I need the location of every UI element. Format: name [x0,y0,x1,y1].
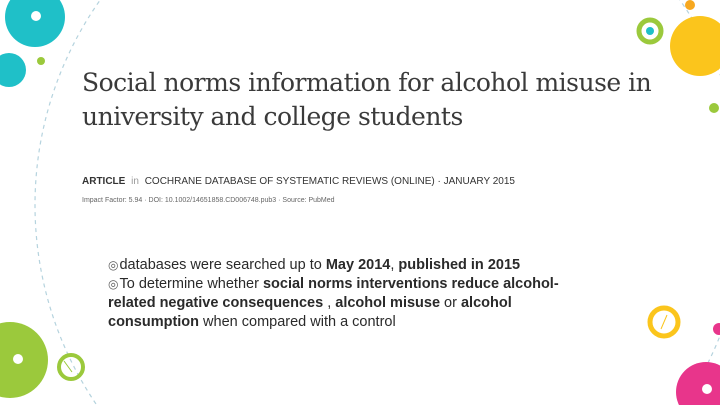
bullet-text: To determine whether [119,276,263,292]
magenta-dot-right [713,323,720,335]
teal-circle-top-left [5,0,65,47]
lime-circle-bottom-left [0,322,48,398]
bullet-text: , [390,257,399,273]
slash-bottom-right [661,315,667,329]
white-dot-bottom-right [702,384,712,394]
bullet-item [108,275,588,332]
teal-dot-top-right [646,27,654,35]
article-details: Impact Factor: 5.94 · DOI: 10.1002/14651858.CD006748.pub3 · Source: PubMed [82,197,335,204]
white-dot-top-left [31,11,41,21]
bullet-icon: ◎ [108,258,119,272]
teal-ring-bottom-left [59,355,83,379]
bullet-bold-text: alcohol misuse [335,295,441,311]
slash-bottom-left [64,361,72,372]
magenta-circle-bottom-right [676,362,720,405]
yellow-circle-top-right [670,16,720,76]
bullet-text: or [440,295,461,311]
orange-dot-top-right [685,0,695,10]
bullet-list [108,256,588,332]
bullet-text: databases were searched up to [119,257,326,273]
article-in-word: in [131,176,139,187]
teal-circle-left [0,53,26,87]
article-label: ARTICLE [82,176,126,187]
article-source-line [82,176,515,187]
lime-dot-left [37,57,45,65]
bullet-text: when compared with a control [199,314,396,330]
article-title: Social norms information for alcohol misuse in university and college students [82,68,652,131]
article-source: COCHRANE DATABASE OF SYSTEMATIC REVIEWS (ONLINE) · JANUARY 2015 [144,176,515,187]
lime-dot-right [709,103,719,113]
bullet-bold-text: published in 2015 [398,257,521,273]
bullet-item [108,256,588,275]
bullet-bold-text: May 2014 [325,257,391,273]
bullet-bold-text: alcohol consumption [108,295,512,330]
white-dot-bottom-left [13,354,23,364]
bullet-icon: ◎ [108,277,119,291]
bullet-bold-text: social norms interventions reduce alcohol-related negative consequences [108,276,559,311]
bullet-text: , [323,295,336,311]
